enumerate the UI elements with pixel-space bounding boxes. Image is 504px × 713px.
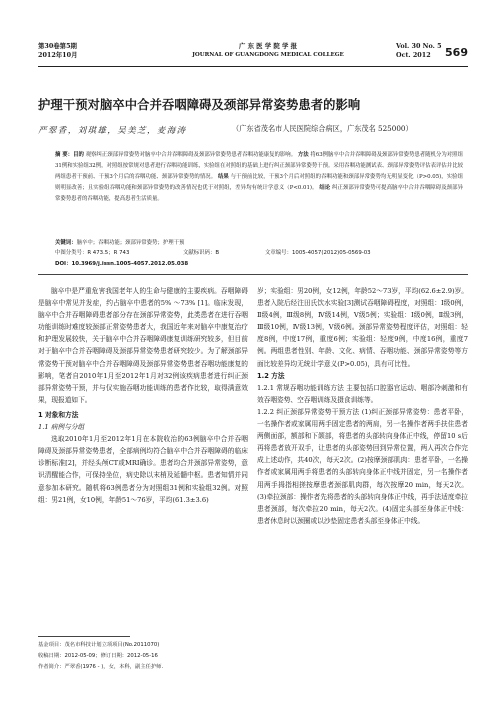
page-number: 569 [445,46,468,59]
issue-info-cn [38,42,77,60]
paragraph-1-2-1: 1.2.1 常规吞咽功能训练方法 主要包括口腔器官运动、咽部冷刺激和有效吞咽姿势、空吞咽训练及摄食训练等。 [257,383,468,404]
fund-note: 基金项目：茂名市科技计划立项项目(No.2011070) [38,642,160,648]
keywords-text: 脑卒中；吞咽功能；颈部异常姿势；护理干预 [76,240,185,246]
paragraph-1-1-continued: 岁；实验组：男20例，女12例，年龄52～73岁，平均(62.6±2.9)岁。患者入院后经注田氏饮水实验[3]测试吞咽障碍程度，对照组：Ⅰ级0例，Ⅱ级4例，Ⅲ级8例，Ⅳ级14例，Ⅴ级5例；实验组：Ⅰ级0例，Ⅱ级3例，Ⅲ级10例，Ⅳ级13例，Ⅴ级6例。颈部异常姿势程度评估，对照组：轻度8例，中度17例，重度6例；实验组：轻度9例，中度16例，重度7例。两组患者性别、年龄、文化、病情、吞咽功能、颈部异常姿势等方面比较差异均无统计学意义(P>0.05)，具有可比性。 [257,287,468,368]
classification-line [55,248,463,258]
result-text: 与干预前比较，干预3个月后对照组的吞咽功能和颈部异常姿势均无明显变化（P>0.05)，实验组则明显改善；且实验组吞咽功能和颈部异常姿势的改善情况也优于对照组，差异均有统计学意义（P<0.01)。 [55,173,463,191]
method-text: 将63例脑卒中合并吞咽障碍及颈部异常姿势患者随机分为对照组31例和实验组32例，对照组按常规对患者进行吞咽功能训练，实验组在对照组的基础上进行纠正颈部异常姿势干预。采用吞咽功能测试表、颈部异常姿势评估表评估并比较两组患者干预前、干预3个月后的吞咽功能、颈部异常姿势的情况。 [55,152,463,180]
journal-name-en: JOURNAL OF GUANGDONG MEDICAL COLLEGE [192,52,344,58]
paragraph-1-1: 选取2010年1月至2012年1月在本院收治的63例脑卒中合并吞咽障碍及颈部异常姿势患者，全部病例均符合脑卒中合并吞咽障碍的临床诊断标准[2]，并经头颅CT或MRI确诊。患者均合并颈部异常姿势，意识清醒能合作，可保持坐位，病史除以末梢及延髓中枢。患者知情并同意参加本研究。随机将63例患者分为对照组31例和实验组32例。对照组：男21例，女10例，年龄51～76岁，平均(61.3±3.6) [38,435,248,504]
section-heading-1: 1 对象和方法 [38,410,79,419]
footnote-rule [38,636,130,637]
clc-number: 中图分类号：R 473.5；R 743 [55,250,130,256]
journal-name [148,42,388,60]
journal-name-cn: 广 东 医 学 院 学 报 [238,42,298,50]
intro-paragraph: 脑卒中是严重危害我国老年人的生命与健康的主要疾病。吞咽障碍是脑卒中常见并发症，约占脑卒中患者的5% ～73% [1]。临床发现，脑卒中合并吞咽障碍患者部分存在颈部异常姿势，此类患者在进行吞咽功能训练时难度较颈部正常姿势患者大，我国近年来对脑卒中康复治疗和护理发展较快，关于脑卒中合并吞咽障碍康复训练研究较多，但目前对于脑卒中合并吞咽障碍及颈部异常姿势患者研究较少。为了解颈部异常姿势干预对脑卒中合并吞咽障碍及颈部异常姿势患者吞咽功能康复的影响，笔者自2010年1月至2012年1月对32例该疾病患者进行纠正颈部异常姿势干预，并与仅实施吞咽功能训练的患者作比较，取得满意效果，现报道如下。 [38,287,248,404]
issue-number: 第30卷第5期 [38,42,77,50]
document-code: 文献标识码：B [183,250,220,256]
author-list: 严翠香，刘琪雄，吴美芝，麦海涛 [38,126,187,136]
volume-number: Vol. 30 No. 5 [396,42,442,50]
abstract-label: 摘 要： [55,152,74,158]
doi: DOI：10.3969/j.issn.1005-4057.2012.05.038 [55,261,189,267]
conclusion-label: 结论 [319,184,331,191]
issue-date-en: Oct. 2012 [396,51,431,59]
subsection-heading-1-1: 1.1 病例与分组 [38,423,85,432]
header-rule [38,66,468,67]
running-header [38,42,468,76]
keywords [55,238,463,248]
conclusion-text: 纠正颈部异常姿势可提高脑卒中合并吞咽障碍及颈部异常姿势患者的吞咽功能，提高患者生活质量。 [55,184,463,202]
body-right-column [257,285,468,527]
aim-label: 目的 [73,152,84,158]
author-bio-note: 作者简介：严翠香(1976 - )，女，本科，副主任护师. [38,664,164,670]
article-number: 文章编号：1005-4057(2012)05-0569-03 [265,250,371,256]
keywords-label: 关键词： [55,240,77,246]
result-label: 结果 [217,173,229,180]
abstract [55,150,463,205]
received-date-note: 收稿日期：2012-05-09；修订日期：2012-05-16 [38,653,158,659]
issue-date: 2012年10月 [38,51,78,59]
subsection-heading-1-2: 1.2 方法 [257,371,285,380]
body-left-column [38,285,248,506]
issue-info-en [396,42,442,60]
method-label: 方法 [297,152,309,158]
footnotes [38,640,248,673]
abstract-rule [38,274,468,275]
aim-text: 观察纠正颈部异常姿势对脑卒中合并吞咽障碍及颈部异常姿势患者吞咽功能康复的影响。 [85,152,297,158]
article-title: 护理干预对脑卒中合并吞咽障碍及颈部异常姿势患者的影响 [38,98,361,112]
affiliation: （广东省茂名市人民医院综合病区，广东茂名 525000） [232,124,413,133]
paragraph-1-2-2: 1.2.2 纠正颈部异常姿势干预方法 (1)纠正颈部异常姿势：患者平卧，一名操作者或家属用两手固定患者的两肩，另一名操作者两手扶住患者两侧面部，额部和下颌部，将患者的头部转向身体正中线，停留10 s后再将患者放开双手，让患者的头部姿势回到异常位置，两人再次合作完成上述动作，共40次，每天2次。(2)按摩颈部肌肉：患者平卧，一名操作者或家属用两手将患者的头部转向身体正中线并固定，另一名操作者用两手拇指相搓按摩患者颈部肌肉群，每次按摩20 min，每天2次。(3)牵拉颈部：操作者先将患者的头部转向身体正中线，再手法适度牵拉患者颈部，每次牵拉20 min，每天2次。(4)固定头部至身体正中线：患者休息时以颈圈或以沙垫固定患者头部至身体正中线。 [257,407,468,525]
